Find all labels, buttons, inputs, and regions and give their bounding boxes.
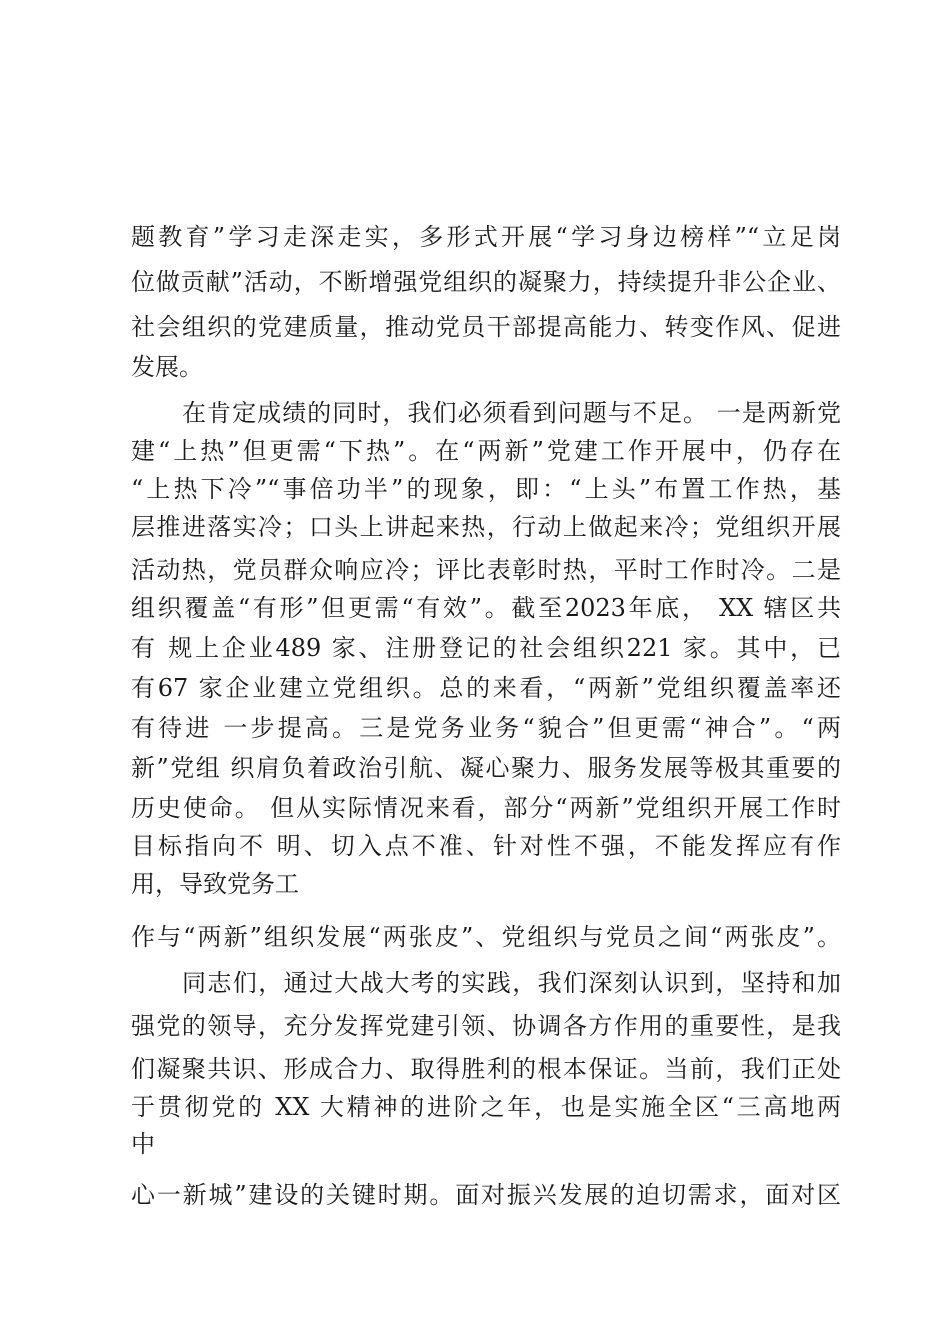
text-line-12: 有67 家企业建立党组织。总的来看，“两新”党组织覆盖率还 bbox=[131, 674, 841, 702]
text-line-9: 活动热，党员群众响应冷；评比表彰时热，平时工作时冷。二是 bbox=[131, 556, 841, 584]
text-line-8: 层推进落实冷；口头上讲起来热，行动上做起来冷；党组织开展 bbox=[131, 513, 841, 541]
text-line-21: 们凝聚共识、形成合力、取得胜利的根本保证。当前，我们正处 bbox=[131, 1055, 841, 1083]
text-line-15: 历史使命。 但从实际情况来看，部分“两新”党组织开展工作时 bbox=[131, 794, 841, 822]
text-line-6: 建“上热”但更需“下热”。在“两新”党建工作开展中，仍存在 bbox=[131, 437, 841, 465]
text-line-24: 心一新城”建设的关键时期。面对振兴发展的迫切需求，面对区 bbox=[131, 1181, 841, 1209]
text-line-19: 同志们，通过大战大考的实践，我们深刻认识到，坚持和加 bbox=[182, 969, 841, 997]
text-line-11: 有 规上企业489 家、注册登记的社会组织221 家。其中，已 bbox=[131, 634, 841, 662]
text-line-20: 强党的领导，充分发挥党建引领、协调各方作用的重要性，是我 bbox=[131, 1012, 841, 1040]
text-line-7: “上热下冷”“事倍功半”的现象，即：“上头”布置工作热，基 bbox=[131, 475, 841, 503]
text-line-13: 有待进 一步提高。三是党务业务“貌合”但更需“神合”。“两 bbox=[131, 714, 841, 742]
text-line-1: 题教育”学习走深走实，多形式开展“学习身边榜样”“立足岗 bbox=[131, 223, 841, 251]
text-line-17: 用，导致党务工 bbox=[131, 870, 299, 898]
text-line-3: 社会组织的党建质量，推动党员干部提高能力、转变作风、促进 bbox=[131, 313, 841, 341]
text-line-16: 目标指向不 明、切入点不准、针对性不强，不能发挥应有作 bbox=[131, 832, 841, 860]
text-line-2: 位做贡献”活动，不断增强党组织的凝聚力，持续提升非公企业、 bbox=[131, 268, 841, 296]
text-line-4: 发展。 bbox=[131, 353, 203, 381]
text-line-22: 于贯彻党的 XX 大精神的进阶之年，也是实施全区“三高地两 bbox=[131, 1093, 841, 1121]
text-line-18: 作与“两新”组织发展“两张皮”、党组织与党员之间“两张皮”。 bbox=[131, 923, 841, 951]
text-line-10: 组织覆盖“有形”但更需“有效”。截至2023年底， XX 辖区共 bbox=[131, 594, 841, 622]
text-line-14: 新”党组 织肩负着政治引航、凝心聚力、服务发展等极其重要的 bbox=[131, 754, 841, 782]
text-line-5: 在肯定成绩的同时，我们必须看到问题与不足。 一是两新党 bbox=[182, 399, 841, 427]
text-line-23: 中 bbox=[131, 1130, 155, 1158]
